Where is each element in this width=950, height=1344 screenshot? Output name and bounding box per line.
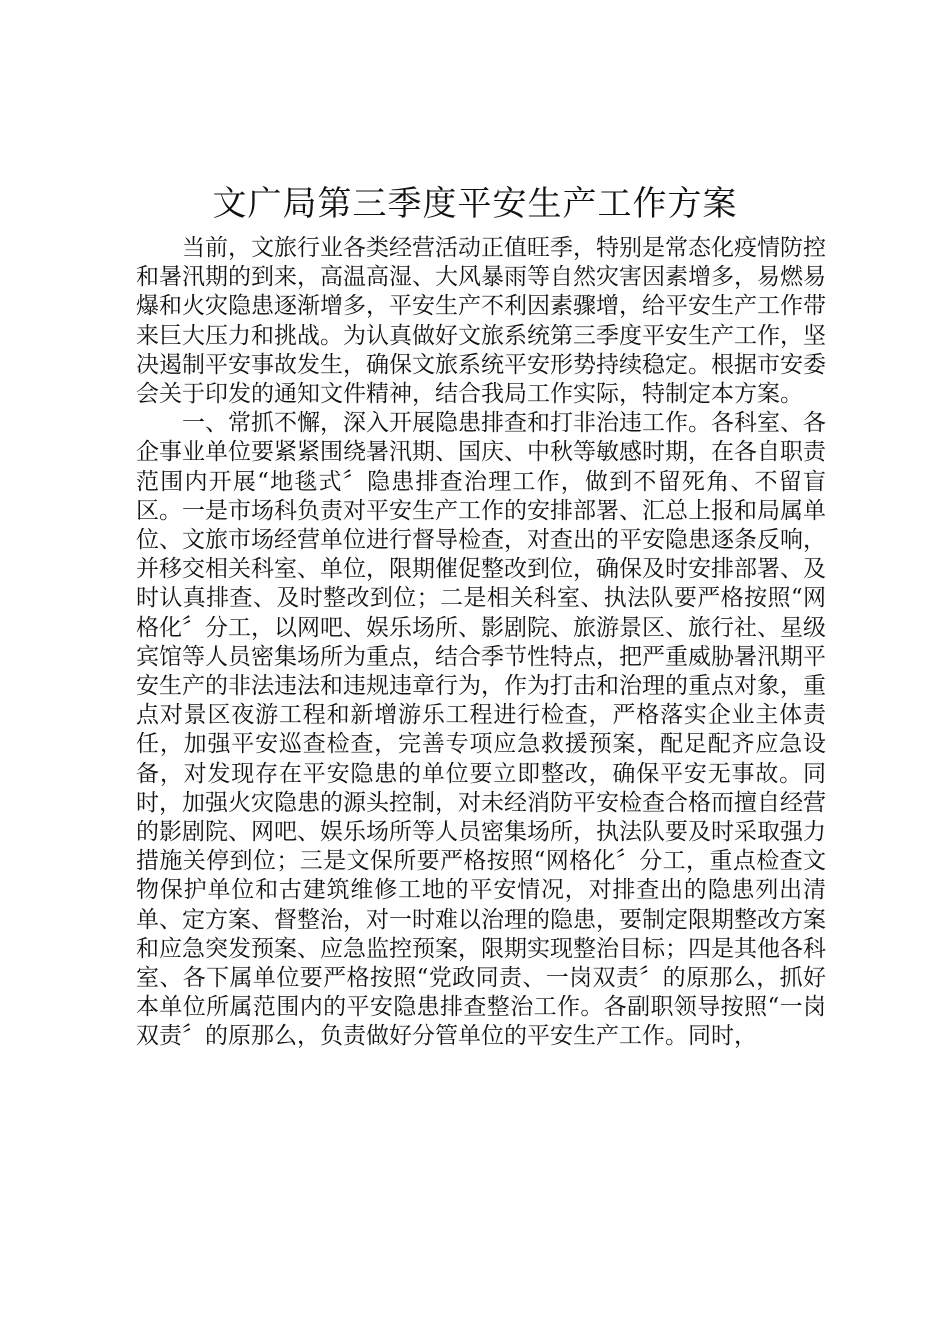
paragraph-section-one: 一、常抓不懈，深入开展隐患排查和打非治违工作。各科室、各企事业单位要紧紧围绕暑汛期、国庆、中秋等敏感时期，在各自职责范围内开展“地毯式〞隐患排查治理工作，做到不留死角、不留盲区。一是市场科负责对平安生产工作的安排部署、汇总上报和局属单位、文旅市场经营单位进行督导检查，对查出的平安隐患逐条反响，并移交相关科室、单位，限期催促整改到位，确保及时安排部署、及时认真排查、及时整改到位；二是相关科室、执法队要严格按照“网格化〞分工，以网吧、娱乐场所、影剧院、旅游景区、旅行社、星级宾馆等人员密集场所为重点，结合季节性特点，把严重威胁暑汛期平安生产的非法违法和违规违章行为，作为打击和治理的重点对象，重点对景区夜游工程和新增游乐工程进行检查，严格落实企业主体责任，加强平安巡查检查，完善专项应急救援预案，配足配齐应急设备，对发现存在平安隐患的单位要立即整改，确保平安无事故。同时，加强火灾隐患的源头控制，对未经消防平安检查合格而擅自经营的影剧院、网吧、娱乐场所等人员密集场所，执法队要及时采取强力措施关停到位；三是文保所要严格按照“网格化〞分工，重点检查文物保护单位和古建筑维修工地的平安情况，对排查出的隐患列出清单、定方案、督整治，对一时难以治理的隐患，要制定限期整改方案和应急突发预案、应急监控预案，限期实现整治目标；四是其他各科室、各下属单位要严格按照“党政同责、一岗双责〞的原那么，抓好本单位所属范围内的平安隐患排查整治工作。各副职领导按照“一岗双责〞的原那么，负责做好分管单位的平安生产工作。同时， — [136, 410, 826, 1050]
document-body — [136, 234, 826, 1052]
document-title: 文广局第三季度平安生产工作方案 — [212, 184, 738, 224]
paragraph-intro: 当前，文旅行业各类经营活动正值旺季，特别是常态化疫情防控和暑汛期的到来，高温高湿、大风暴雨等自然灾害因素增多，易燃易爆和火灾隐患逐渐增多，平安生产不利因素骤增，给平安生产工作带来巨大压力和挑战。为认真做好文旅系统第三季度平安生产工作，坚决遏制平安事故发生，确保文旅系统平安形势持续稳定。根据市安委会关于印发的通知文件精神，结合我局工作实际，特制定本方案。 — [136, 235, 826, 408]
